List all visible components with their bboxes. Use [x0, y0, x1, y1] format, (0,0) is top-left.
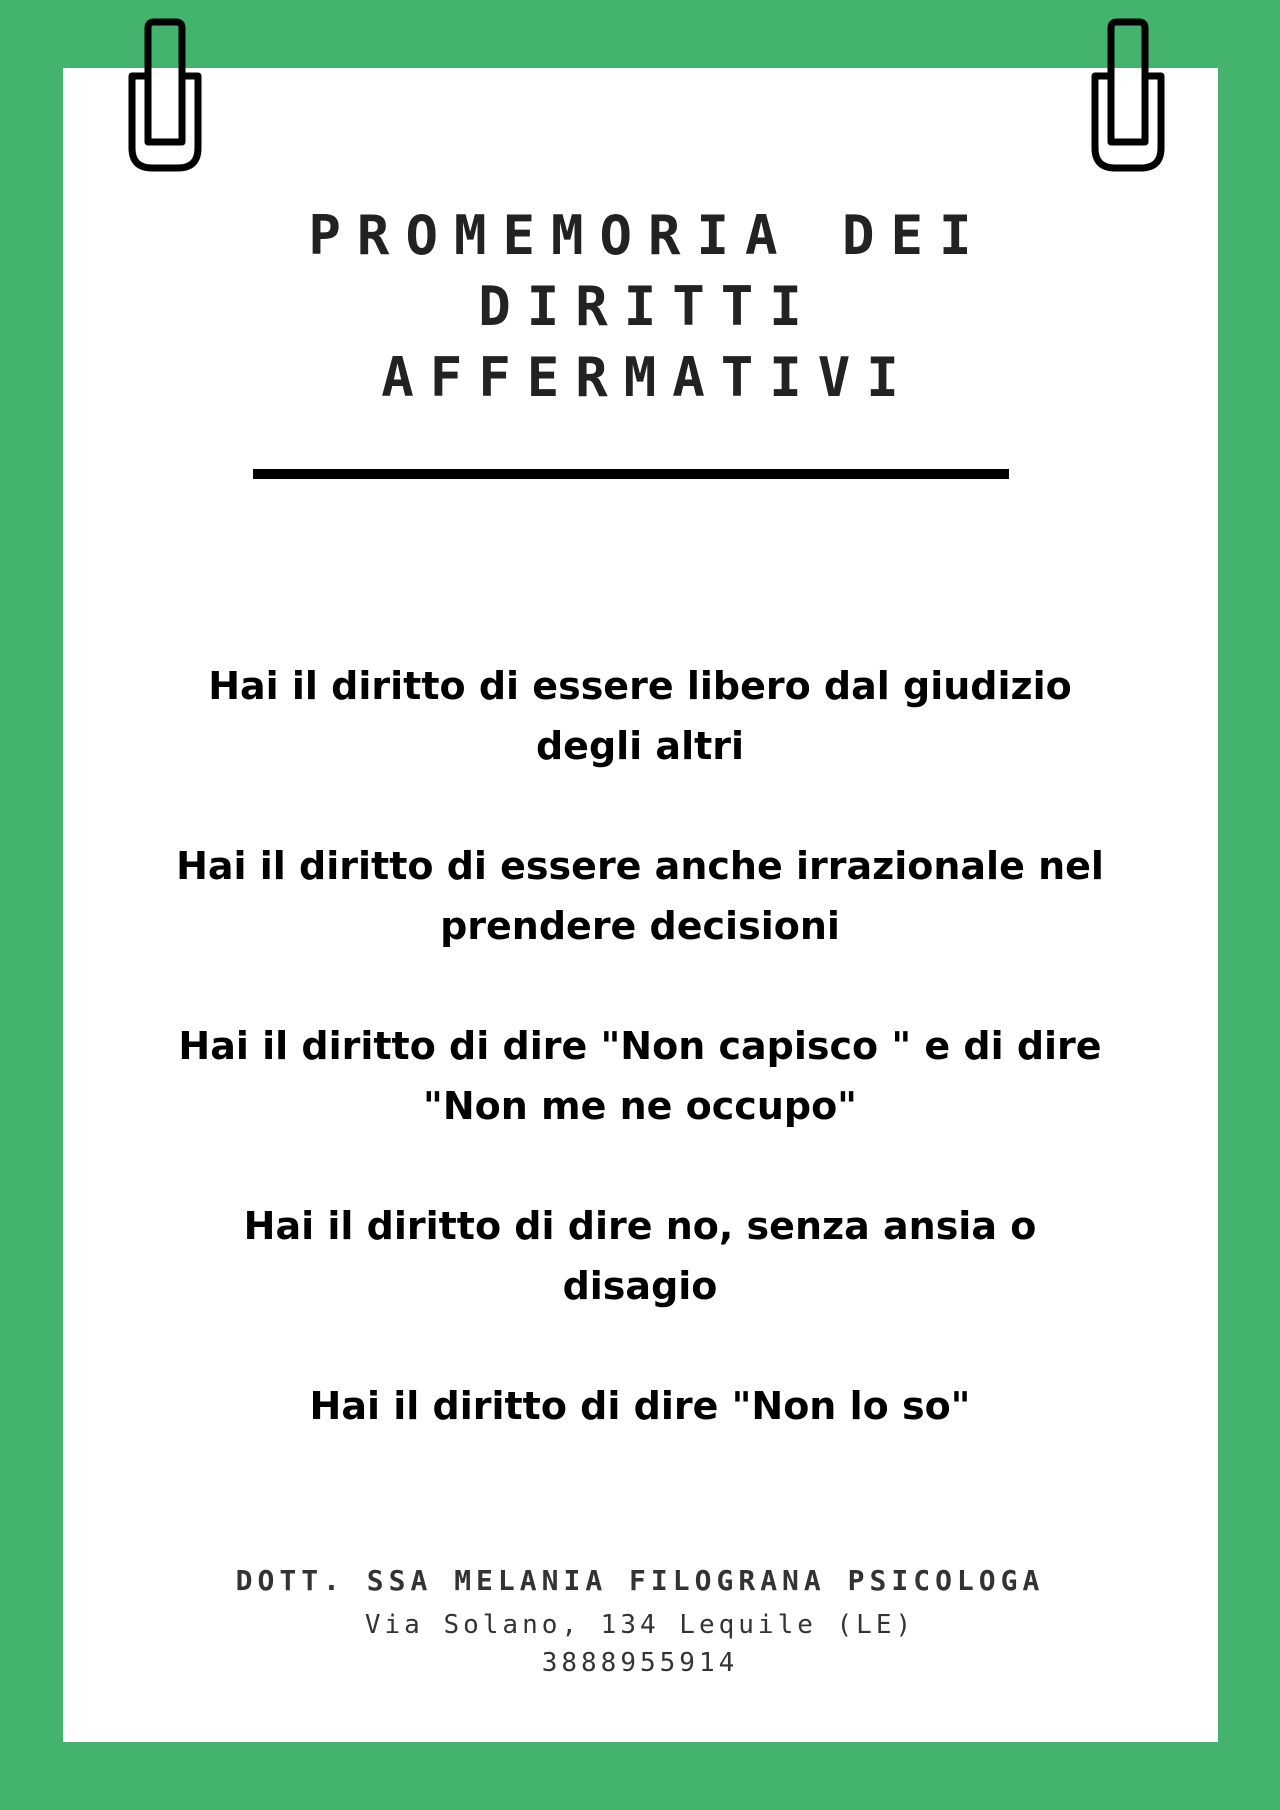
footer	[140, 1558, 1140, 1682]
right-item: Hai il diritto di dire "Non capisco " e di dire "Non me ne occupo"	[178, 1024, 1102, 1128]
right-item: Hai il diritto di dire "Non lo so"	[309, 1384, 971, 1428]
rights-list	[160, 656, 1120, 1496]
author-name: DOTT. SSA MELANIA FILOGRANA PSICOLOGA	[235, 1564, 1045, 1597]
right-item: Hai il diritto di essere libero dal giudizio degli altri	[208, 664, 1072, 768]
title-line: DIRITTI	[478, 275, 818, 338]
page-title	[240, 200, 1040, 413]
paperclip-icon	[1089, 18, 1167, 172]
address: Via Solano, 134 Lequile (LE)	[364, 1610, 916, 1640]
right-item: Hai il diritto di essere anche irrazionale nel prendere decisioni	[176, 844, 1104, 948]
right-item: Hai il diritto di dire no, senza ansia o disagio	[243, 1204, 1037, 1308]
title-divider	[253, 469, 1009, 479]
title-line: PROMEMORIA DEI	[308, 204, 988, 267]
phone-number: 3888955914	[541, 1648, 739, 1678]
title-line: AFFERMATIVI	[381, 346, 915, 409]
paperclip-icon	[126, 18, 204, 172]
